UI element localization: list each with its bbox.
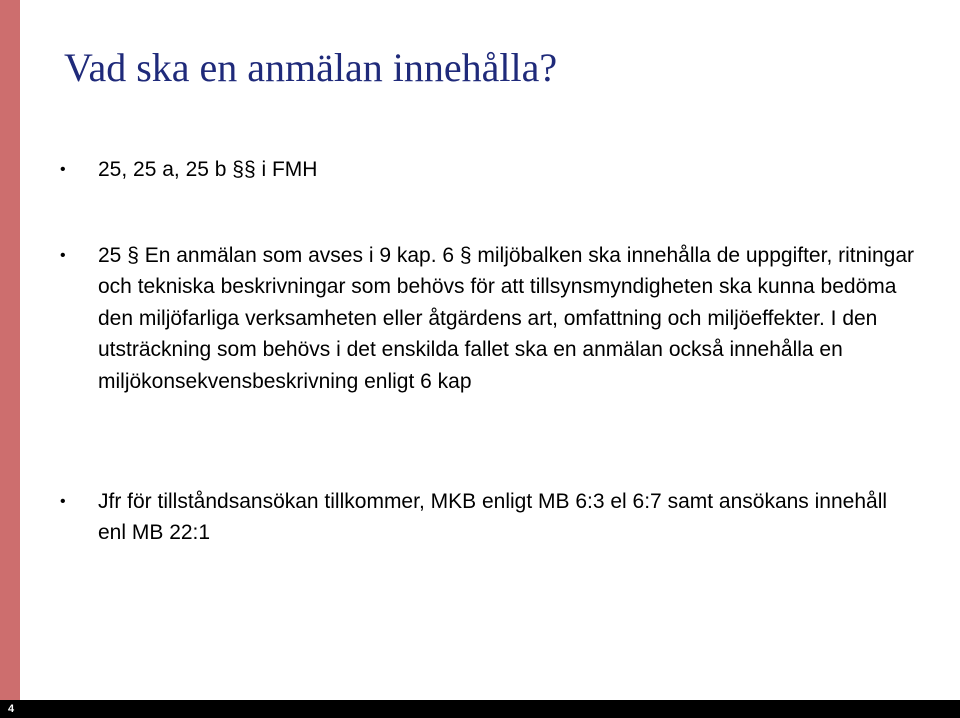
page-number: 4 [8, 703, 15, 715]
bullet-item [56, 240, 916, 398]
bullet-list [56, 154, 916, 549]
footer-bar [0, 700, 960, 718]
bullet-icon: • [60, 492, 66, 510]
bullet-text: 25 § En anmälan som avses i 9 kap. 6 § miljöbalken ska innehålla de uppgifter, ritningar och tekniska beskrivningar som behövs för att tillsynsmyndigheten ska kunna bedöma den miljöfarliga verksamheten eller åtgärdens art, omfattning och miljöeffekter. I den utsträckning som behövs i det enskilda fallet ska en anmälan också innehålla en miljökonsekvensbeskrivning enligt 6 kap [98, 243, 914, 393]
left-accent-bar [0, 0, 20, 700]
bullet-text: 25, 25 a, 25 b §§ i FMH [98, 158, 318, 181]
bullet-icon: • [60, 161, 66, 178]
bullet-icon: • [60, 246, 66, 264]
bullet-text: Jfr för tillståndsansökan tillkommer, MKB enligt MB 6:3 el 6:7 samt ansökans innehåll enl MB 22:1 [98, 489, 888, 545]
bullet-item [56, 486, 916, 549]
slide-title: Vad ska en anmälan innehålla? [64, 45, 558, 90]
bullet-item [56, 154, 916, 186]
